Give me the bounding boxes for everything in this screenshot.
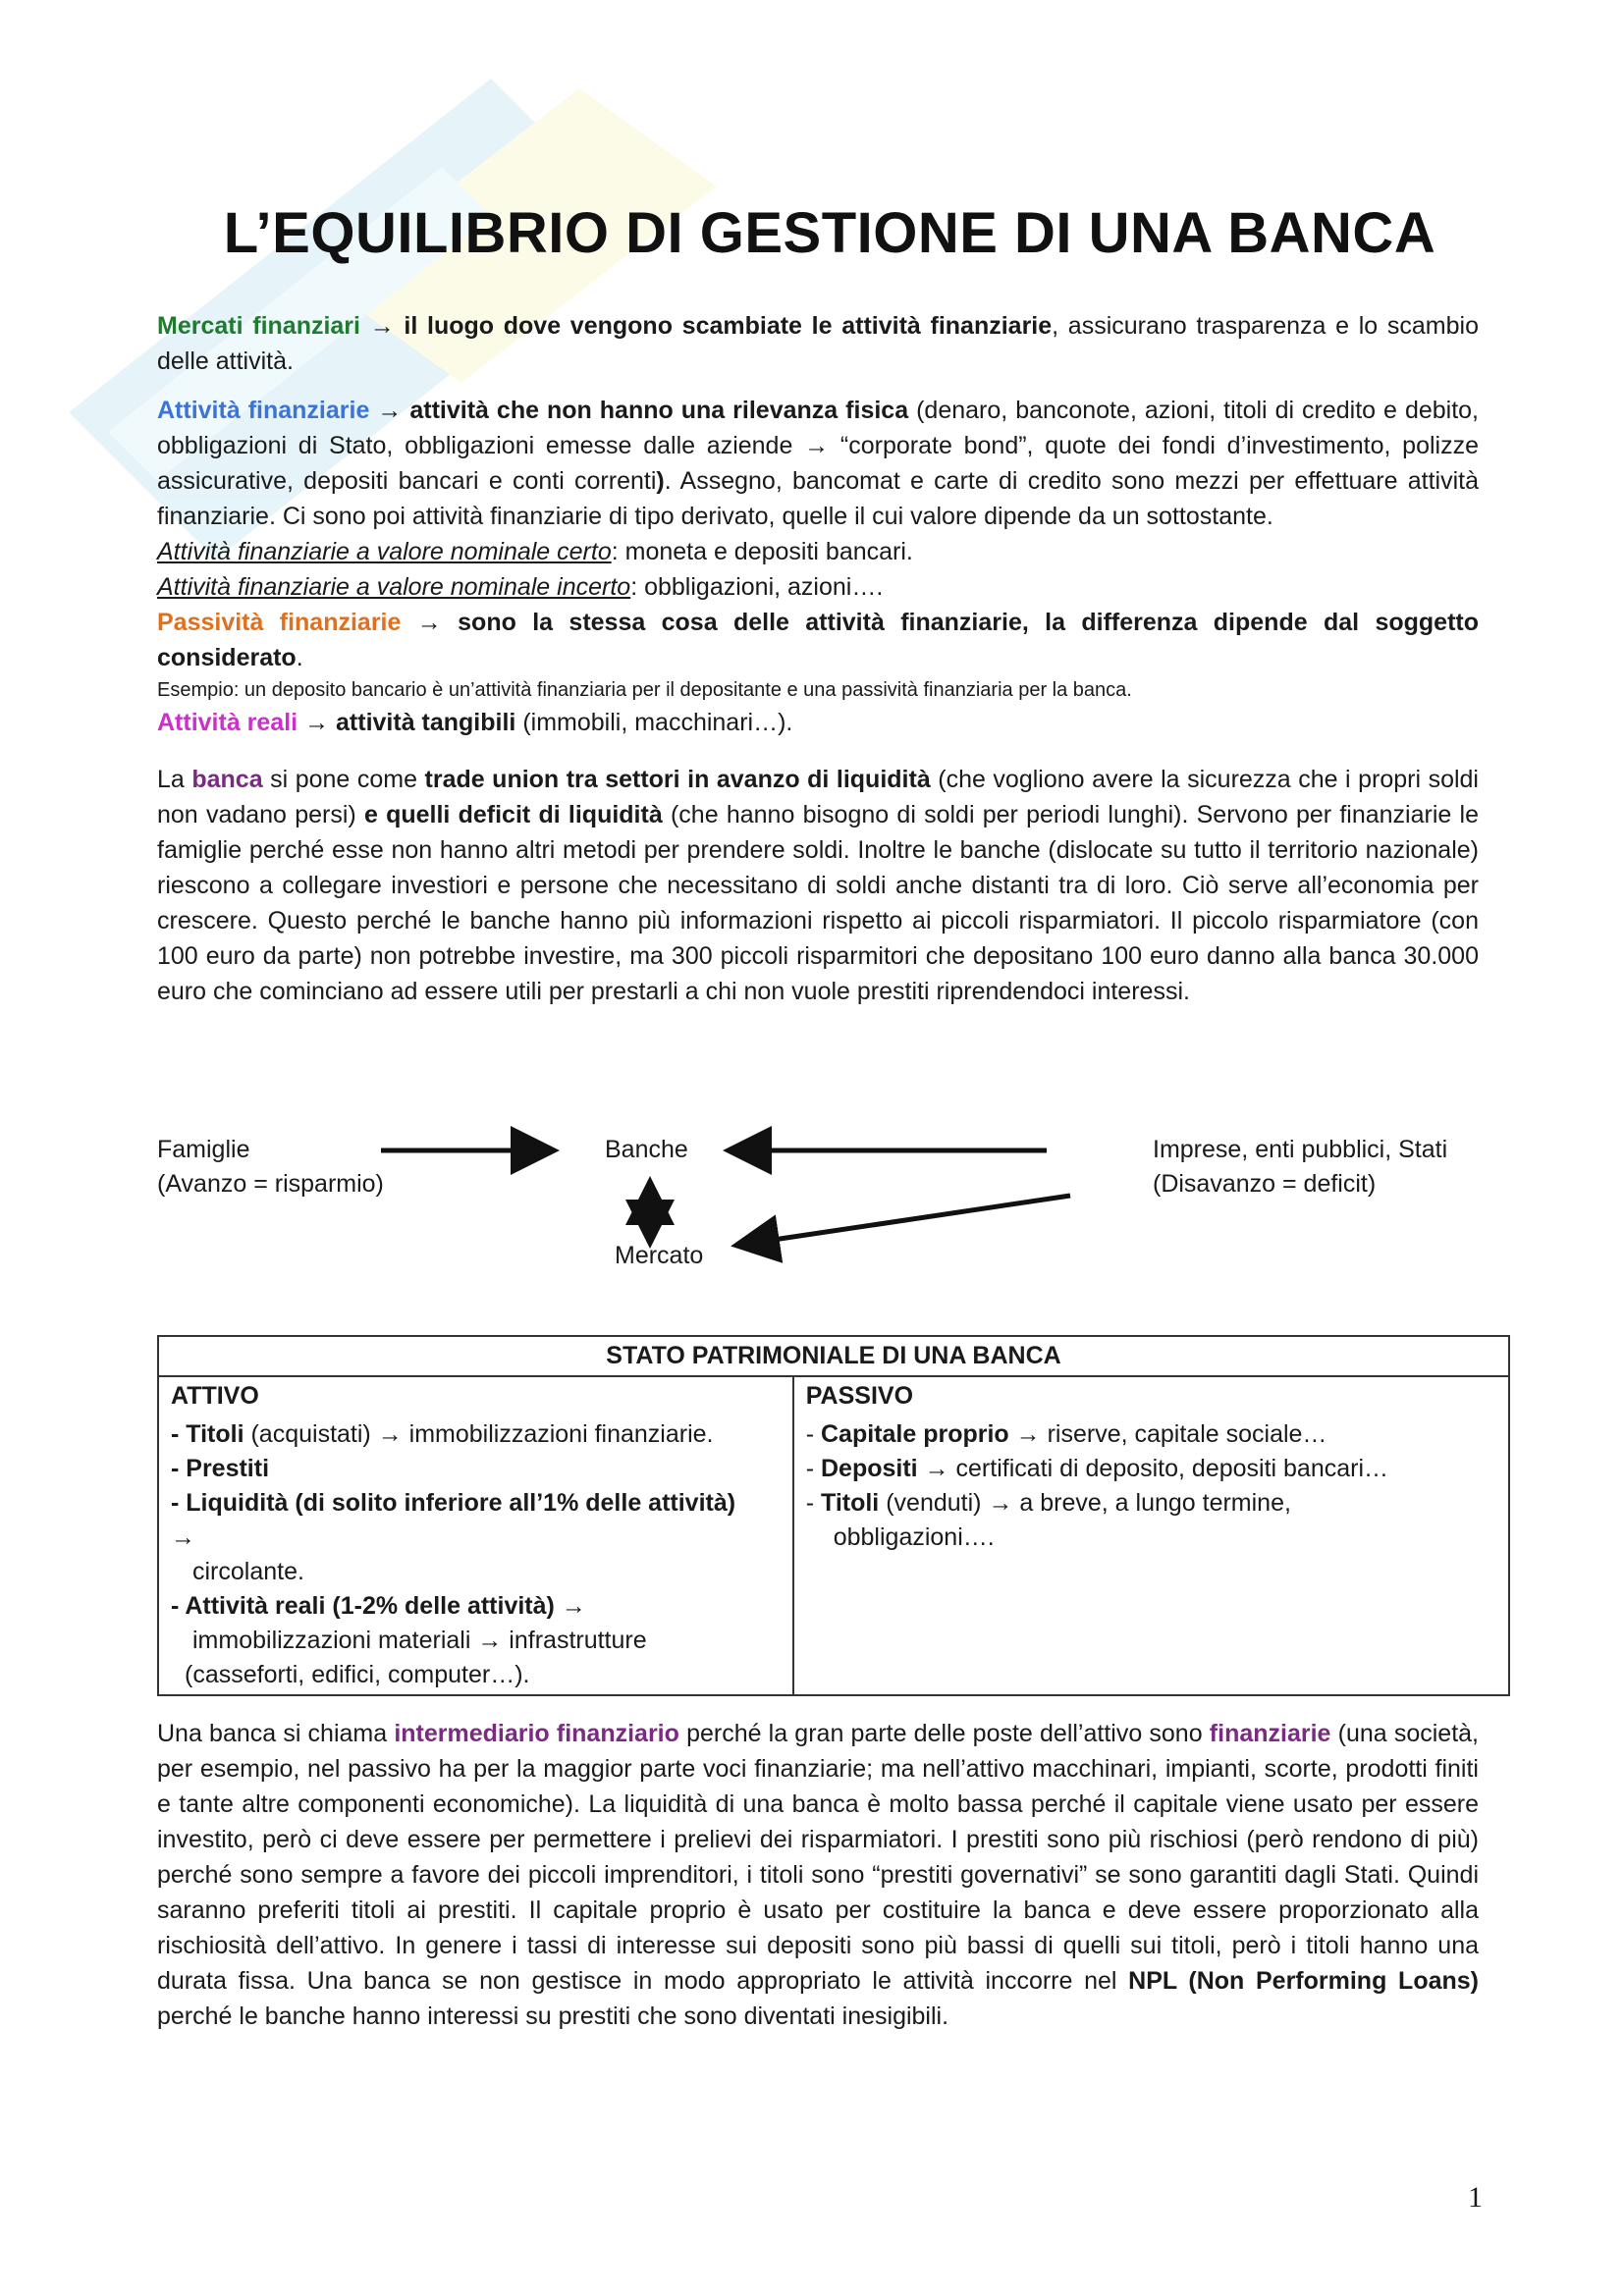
text: a breve, a lungo termine, [1012, 1489, 1291, 1517]
bold-text: e quelli deficit di liquidità [363, 801, 663, 828]
label: Imprese, enti pubblici, Stati [1153, 1136, 1448, 1163]
text: (acquistati) [244, 1420, 378, 1448]
text: immobilizzazioni finanziarie. [402, 1420, 714, 1448]
term-intermediario-finanziario: intermediario finanziario [394, 1720, 679, 1747]
text: La [157, 766, 192, 793]
attivo-item-attivita-reali [171, 1589, 781, 1624]
label: Famiglie [157, 1136, 250, 1163]
node-famiglie [157, 1133, 384, 1201]
attivo-item-liquidita [171, 1486, 781, 1521]
text: (una società, per esempio, nel passivo ha per la maggior parte voci finanziarie; ma nell’attivo macchinari, impianti, scorte, prodotti finiti e tante altre componenti economiche). La liquidità di una banca è molto bassa perché il capitale viene usato per essere investito, però ci deve essere per permettere i prelievi dei risparmiatori. I prestiti sono più rischiosi (però rendono di più) perché sono sempre a favore dei piccoli imprenditori, i titoli sono “prestiti governativi” se sono garantiti dagli Stati. Quindi saranno preferiti titoli ai prestiti. Il capitale proprio è usato per costituire la banca e deve essere proporzionato alla rischiosità dell’attivo. In genere i tassi di interesse sui depositi sono più bassi di quelli sui titoli, però i titoli hanno una durata fissa. Una banca se non gestisce in modo appropriato le attività inccorre nel [157, 1720, 1479, 1995]
arrow-imprese-mercato [740, 1196, 1070, 1245]
passivo-item-capitale [806, 1417, 1496, 1452]
bold-text: - Attività reali (1-2% delle attività) [171, 1592, 555, 1620]
text: riserve, capitale sociale… [1040, 1420, 1327, 1448]
definition: attività che non hanno una rilevanza fisica [409, 397, 909, 424]
arrow-icon: → [416, 609, 442, 636]
paragraph-attivita-finanziarie [157, 393, 1479, 534]
text: (immobili, macchinari…). [515, 709, 793, 736]
paragraph-valore-certo [157, 534, 1479, 569]
flow-diagram [157, 1123, 1479, 1290]
term-passivita-finanziarie: Passività finanziarie [157, 609, 402, 636]
definition: il luogo dove vengono scambiate le attività finanziarie [404, 312, 1053, 340]
passivo-item-depositi [806, 1452, 1496, 1486]
bold-text: - Titoli [171, 1420, 244, 1448]
column-header-attivo: ATTIVO [158, 1376, 793, 1415]
text: “corporate bond”, quote dei fondi d’investimento, polizze assicurative, depositi bancari e conti correnti [157, 432, 1480, 495]
paragraph-passivita-finanziarie [157, 605, 1479, 675]
definition: attività tangibili [336, 709, 516, 736]
sublabel: (Avanzo = risparmio) [157, 1170, 384, 1198]
node-imprese [1153, 1133, 1447, 1201]
term-attivita-finanziarie: Attività finanziarie [157, 397, 370, 424]
paragraph-banca [157, 762, 1479, 1009]
page-number: 1 [1468, 2181, 1483, 2214]
balance-sheet-table [157, 1335, 1510, 1696]
arrow-icon: → [171, 1523, 195, 1551]
page-title: L’EQUILIBRIO DI GESTIONE DI UNA BANCA [223, 201, 1436, 265]
term-banca: banca [191, 766, 263, 793]
table-caption: STATO PATRIMONIALE DI UNA BANCA [158, 1336, 1509, 1376]
arrow-icon: → [561, 1592, 586, 1620]
arrow-icon: → [369, 312, 395, 340]
node-mercato: Mercato [615, 1242, 704, 1269]
column-header-passivo: PASSIVO [793, 1376, 1509, 1415]
close-paren: ) [656, 467, 665, 495]
closing-text [157, 1716, 1479, 2034]
main-text [157, 308, 1479, 1009]
attivo-item-detail [171, 1624, 781, 1658]
bold-text: trade union tra settori in avanzo di liquidità [424, 766, 931, 793]
dash: - [805, 1489, 821, 1517]
paragraph-valore-incerto [157, 569, 1479, 605]
arrow-icon: → [988, 1489, 1013, 1517]
label-valore-certo: Attività finanziarie a valore nominale certo [157, 538, 612, 565]
text: (denaro, banconote, azioni, titoli di credito e debito, obbligazioni di Stato, obbligazioni emesse dalle aziende [157, 397, 1480, 459]
text: perché la gran parte delle poste dell’attivo sono [678, 1720, 1210, 1747]
text: obbligazioni…. [833, 1523, 995, 1551]
text: : moneta e depositi bancari. [611, 538, 913, 565]
text: perché le banche hanno interessi su prestiti che sono diventati inesigibili. [157, 2002, 949, 2030]
text: , assicurano trasparenza e lo scambio delle attività. [157, 312, 1479, 375]
text: . Assegno, bancomat e carte di credito sono mezzi per effettuare attività finanziarie. Ci sono poi attività finanziarie di tipo derivato, quelle il cui valore dipende da un sottostante. [157, 467, 1479, 530]
arrow-icon: → [377, 1420, 403, 1448]
paragraph-mercati-finanziari [157, 308, 1479, 379]
attivo-item-prestiti [171, 1452, 781, 1486]
bold-text: NPL (Non Performing Loans) [1128, 1967, 1479, 1995]
text: certificati di deposito, depositi bancari… [948, 1455, 1389, 1482]
arrow-icon: → [804, 432, 830, 459]
text: immobilizzazioni materiali [192, 1627, 478, 1654]
text: (casseforti, edifici, computer…). [185, 1661, 530, 1688]
term-attivita-reali: Attività reali [157, 709, 298, 736]
sublabel: (Disavanzo = deficit) [1153, 1170, 1377, 1198]
arrow-icon: → [477, 1627, 503, 1654]
dash: - [805, 1455, 821, 1482]
term-mercati-finanziari: Mercati finanziari [157, 312, 360, 340]
text: Una banca si chiama [157, 1720, 395, 1747]
definition: sono la stessa cosa delle attività finanziarie, la differenza dipende dal soggetto considerato [157, 609, 1479, 671]
bold-text: Depositi [821, 1455, 918, 1482]
example-note: Esempio: un deposito bancario è un’attività finanziaria per il depositante e una passività finanziaria per la banca. [157, 679, 1132, 701]
text: (venduti) [879, 1489, 989, 1517]
term-finanziarie: finanziarie [1209, 1720, 1331, 1747]
passivo-cell [793, 1415, 1509, 1695]
text: : obbligazioni, azioni…. [630, 573, 884, 601]
bold-text: - Liquidità (di solito inferiore all’1% delle attività) [171, 1489, 736, 1517]
text: (che hanno bisogno di soldi per periodi lunghi). Servono per finanziarie le famiglie perché esse non hanno altri metodi per prendere soldi. Inoltre le banche (dislocate su tutto il territorio nazionale) riescono a collegare investiori e persone che necessitano di soldi anche distanti tra di loro. Ciò serve all’economia per crescere. Questo perché le banche hanno più informazioni rispetto ai piccoli risparmiatori. Il piccolo risparmiatore (con 100 euro da parte) non potrebbe investire, ma 300 piccoli risparmitori che depositano 100 euro danno alla banca 30.000 euro che cominciano ad essere utili per prestarli a chi non vuole prestiti riprendendoci interessi. [157, 801, 1479, 1005]
arrow-icon: → [377, 397, 403, 424]
text: circolante. [192, 1558, 304, 1585]
label-valore-incerto: Attività finanziarie a valore nominale incerto [157, 573, 631, 601]
node-banche: Banche [605, 1136, 688, 1163]
arrow-icon: → [304, 709, 330, 736]
arrow-icon: → [1015, 1420, 1041, 1448]
bold-text: - Prestiti [171, 1455, 270, 1482]
text: si pone come [262, 766, 425, 793]
text: . [296, 644, 303, 671]
attivo-item-titoli [171, 1417, 781, 1452]
passivo-item-titoli [806, 1486, 1496, 1521]
dash: - [805, 1420, 821, 1448]
arrow-icon: → [924, 1455, 949, 1482]
text: infrastrutture [502, 1627, 647, 1654]
attivo-cell [158, 1415, 793, 1695]
text: (che vogliono avere la sicurezza che i propri soldi non vadano persi) [157, 766, 1479, 828]
paragraph-attivita-reali [157, 705, 1479, 740]
bold-text: Capitale proprio [821, 1420, 1009, 1448]
paragraph-intermediario [157, 1716, 1479, 2034]
bold-text: Titoli [821, 1489, 880, 1517]
